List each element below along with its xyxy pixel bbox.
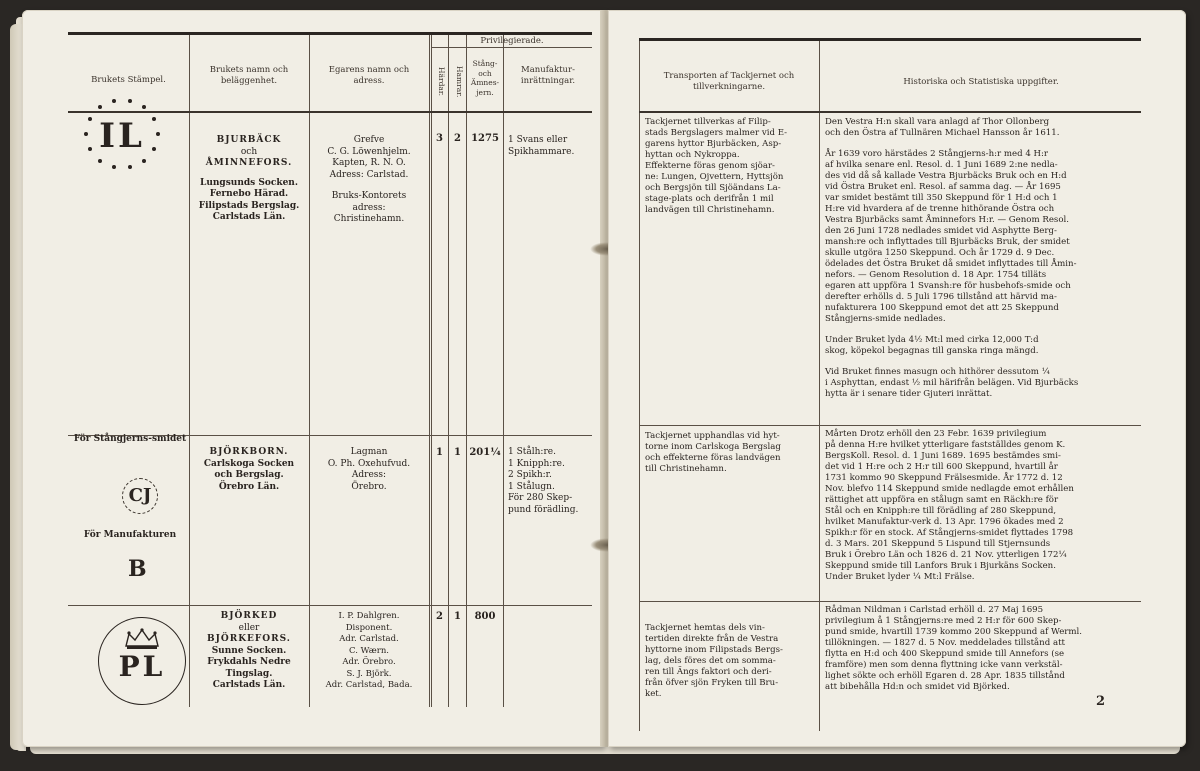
crown-icon: [124, 628, 160, 650]
row1-name: BJURBÄCK och ÅMINNEFORS. Lungsunds Socken. Fernebo Härad. Filipstads Bergslag. Carlstads Län.: [198, 135, 300, 222]
header-name: Brukets namn och beläggenhet.: [209, 65, 289, 86]
stamp-dot: [142, 105, 146, 109]
stamp-dot: [112, 165, 116, 169]
header-stamp: Brukets Stämpel.: [91, 75, 166, 85]
row1-manufactures: 1 Svans eller Spikhammare.: [508, 135, 575, 157]
row1-hearths: 3: [436, 133, 443, 144]
right-table: [639, 38, 1141, 731]
right-page: [608, 10, 1186, 747]
row2-history: Mårten Drotz erhöll den 23 Febr. 1639 privilegium på denna H:re hvilket ytterligare fastställdes genom K. BergsKoll. Resol. d. 1 Juni 1689. 1695 bestämdes smi- det vid 1 H:re och 2 H:r till 600 Skeppund, hvartill år 1731 kommo 90 Skeppund Frälsesmide. År 1772 d. 12 Nov. blefvo 114 Skeppund smide nedlagde emot erhållen rättighet att uppföra en stålugn samt en Räckh:re för Stål och en Knipph:re till förädling af 280 Skeppund, hvilket Manufaktur-verk d. 13 Apr. 1796 ökades med 2 Spikh:r för en stock. Af Stångjerns-smidet flyttades 1798 d. 3 Mars. 201 Skeppund 5 Lispund till Stjernsunds Bruk i Örebro Län och 1826 d. 21 Nov. ytterligen 172¼ Skeppund smide till Lanfors Bruk i Bjurkäns Socken. Under Bruket lyder ¼ Mt:l Frälse.: [825, 429, 1074, 582]
stamp-pl-mark: PL: [98, 617, 186, 705]
page-number: 2: [1096, 694, 1106, 709]
stamp-dot: [98, 105, 102, 109]
row1-owner: Grefve C. G. Löwenhjelm. Kapten, R. N. O. Adress: Carlstad. Bruks-Kontorets adress: Christinehamn.: [327, 135, 411, 224]
header-hearths: Härdar.: [437, 67, 446, 97]
stamp-label-manufacture: För Manufakturen: [83, 530, 177, 540]
stamp-dot: [88, 147, 92, 151]
stamp-dot: [156, 132, 160, 136]
row2-hearths: 1: [436, 447, 443, 458]
row3-bar-iron: 800: [474, 611, 496, 622]
header-hammers: Hamrar.: [455, 66, 464, 98]
row3-hammers: 1: [454, 611, 461, 622]
row3-owner: I. P. Dahlgren. Disponent. Adr. Carlstad. C. Wærn. Adr. Örebro. S. J. Björk. Adr. Carlstad, Bada.: [325, 611, 413, 690]
row2-manufactures: 1 Stålh:re. 1 Knipph:re. 2 Spikh:r. 1 Stålugn. För 280 Skep- pund förädling.: [508, 447, 579, 515]
row1-hammers: 2: [454, 133, 461, 144]
row3-transport: Tackjernet hemtas dels vin- tertiden direkte från de Vestra hyttorne inom Filipstads Bergs- lag, dels föres det om somma- ren till Ängs faktori och deri- från öfver sjön Fryken till Bru- ket.: [645, 623, 783, 699]
header-bar-iron: Stång- och Ämnes-jern.: [470, 59, 500, 97]
row2-hammers: 1: [454, 447, 461, 458]
stamp-il-mark: IL: [74, 94, 170, 174]
row1-bar-iron: 1275: [471, 133, 499, 144]
header-owner: Egarens namn och adress.: [328, 65, 410, 86]
header-privileged: Privilegierade.: [480, 36, 544, 46]
stamp-dot: [84, 132, 88, 136]
stamp-b-mark: B: [128, 556, 147, 582]
row2-bar-iron: 201¼: [469, 447, 501, 458]
stamp-dot: [142, 159, 146, 163]
header-transport: Transporten af Tackjernet och tillverkningarne.: [663, 71, 795, 92]
row2-name: BJÖRKBORN. Carlskoga Socken och Bergslag. Örebro Län.: [203, 447, 295, 492]
stamp-dot: [128, 165, 132, 169]
row3-hearths: 2: [436, 611, 443, 622]
stamp-cj-mark: CJ: [122, 478, 158, 514]
row1-transport: Tackjernet tillverkas af Filip- stads Bergslagers malmer vid E- garens hyttor Bjurbäcken, Asp- hyttan och Nykroppa. Effekterne föras genom sjöar- ne: Lungen, Ojvettern, Hyttsjön och Bergsjön till Sjöändans La- stage-plats och derifrån 1 mil landvägen till Christinehamn.: [645, 117, 788, 215]
row2-owner: Lagman O. Ph. Oxehufvud. Adress: Örebro.: [327, 447, 411, 492]
left-page: [22, 10, 604, 747]
row3-name: BJÖRKED eller BJÖRKEFORS. Sunne Socken. Frykdahls Nedre Tingslag. Carlstads Län.: [207, 611, 291, 690]
stamp-dot: [98, 159, 102, 163]
stamp-dot: [88, 117, 92, 121]
row3-history: Rådman Nildman i Carlstad erhöll d. 27 Maj 1695 privilegium å 1 Stångjerns:re med 2 H:r för 600 Skep- pund smide, hvartill 1739 kommo 200 Skeppund af Werml. tillökningen. — 1827 d. 5 Nov. meddelades tillstånd att flytta en H:d och 400 Skeppund smide till Annefors (se framföre) men som denna flyttning icke vann verkstäl- lighet sökte och erhöll Egaren d. 28 Apr. 1835 tillstånd att bibehålla Hd:n och smidet vid Björked.: [825, 605, 1083, 692]
row1-history: Den Vestra H:n skall vara anlagd af Thor Ollonberg och den Östra af Tullnären Michael Hansson år 1611. År 1639 voro härstädes 2 Stångjerns-h:r med 4 H:r af hvilka senare enl. Resol. d. 1 Juni 1689 2:ne nedla- des vid då så kallade Vestra Bjurbäcks Bruk och en H:d vid Östra Bruket enl. Resol. af samma dag. — År 1695 var smidet bestämt till 350 Skeppund för 1 H:d och 1 H:re vid hvardera af de trenne hithörande Östra och Vestra Bjurbäcks samt Åminnefors H:r. — Genom Resol. den 26 Juni 1728 nedlades smidet vid Asphytte Berg- mansh:re och inflyttades till Bjurbäcks Bruk, der smidet skulle utgöra 1250 Skeppund. Och år 1729 d. 9 Dec. ödelades det Östra Bruket då smidet inflyttades till Åmin- nefors. — Genom Resolution d. 18 Apr. 1754 tilläts egaren att uppföra 1 Svansh:re för husbehofs-smide och derefter erhölls d. 5 Juli 1796 tillstånd att härvid ma- nufakturera 100 Skeppund emot det att 25 Skeppund Stångjerns-smide nedlades. Under Bruket lyda 4½ Mt:l med cirka 12,000 T:d skog, köpekol begagnas till ganska ringa mängd. Vid Bruket finnes masugn och hithörer dessutom ¼ i Asphyttan, endast ½ mil härifrån belägen. Vid Bjurbäcks hytta är i senare tider Gjuteri inrättat.: [825, 117, 1079, 399]
header-history: Historiska och Statistiska uppgifter.: [903, 77, 1059, 87]
stamp-dot: [112, 99, 116, 103]
stamp-label-bar-iron: För Stångjerns-smidet: [73, 434, 187, 444]
header-manufactures: Manufaktur-inrättningar.: [520, 65, 576, 86]
stamp-dot: [128, 99, 132, 103]
row2-transport: Tackjernet upphandlas vid hyt- torne inom Carlskoga Bergslag och effekterne föras landvägen till Christinehamn.: [645, 431, 781, 474]
